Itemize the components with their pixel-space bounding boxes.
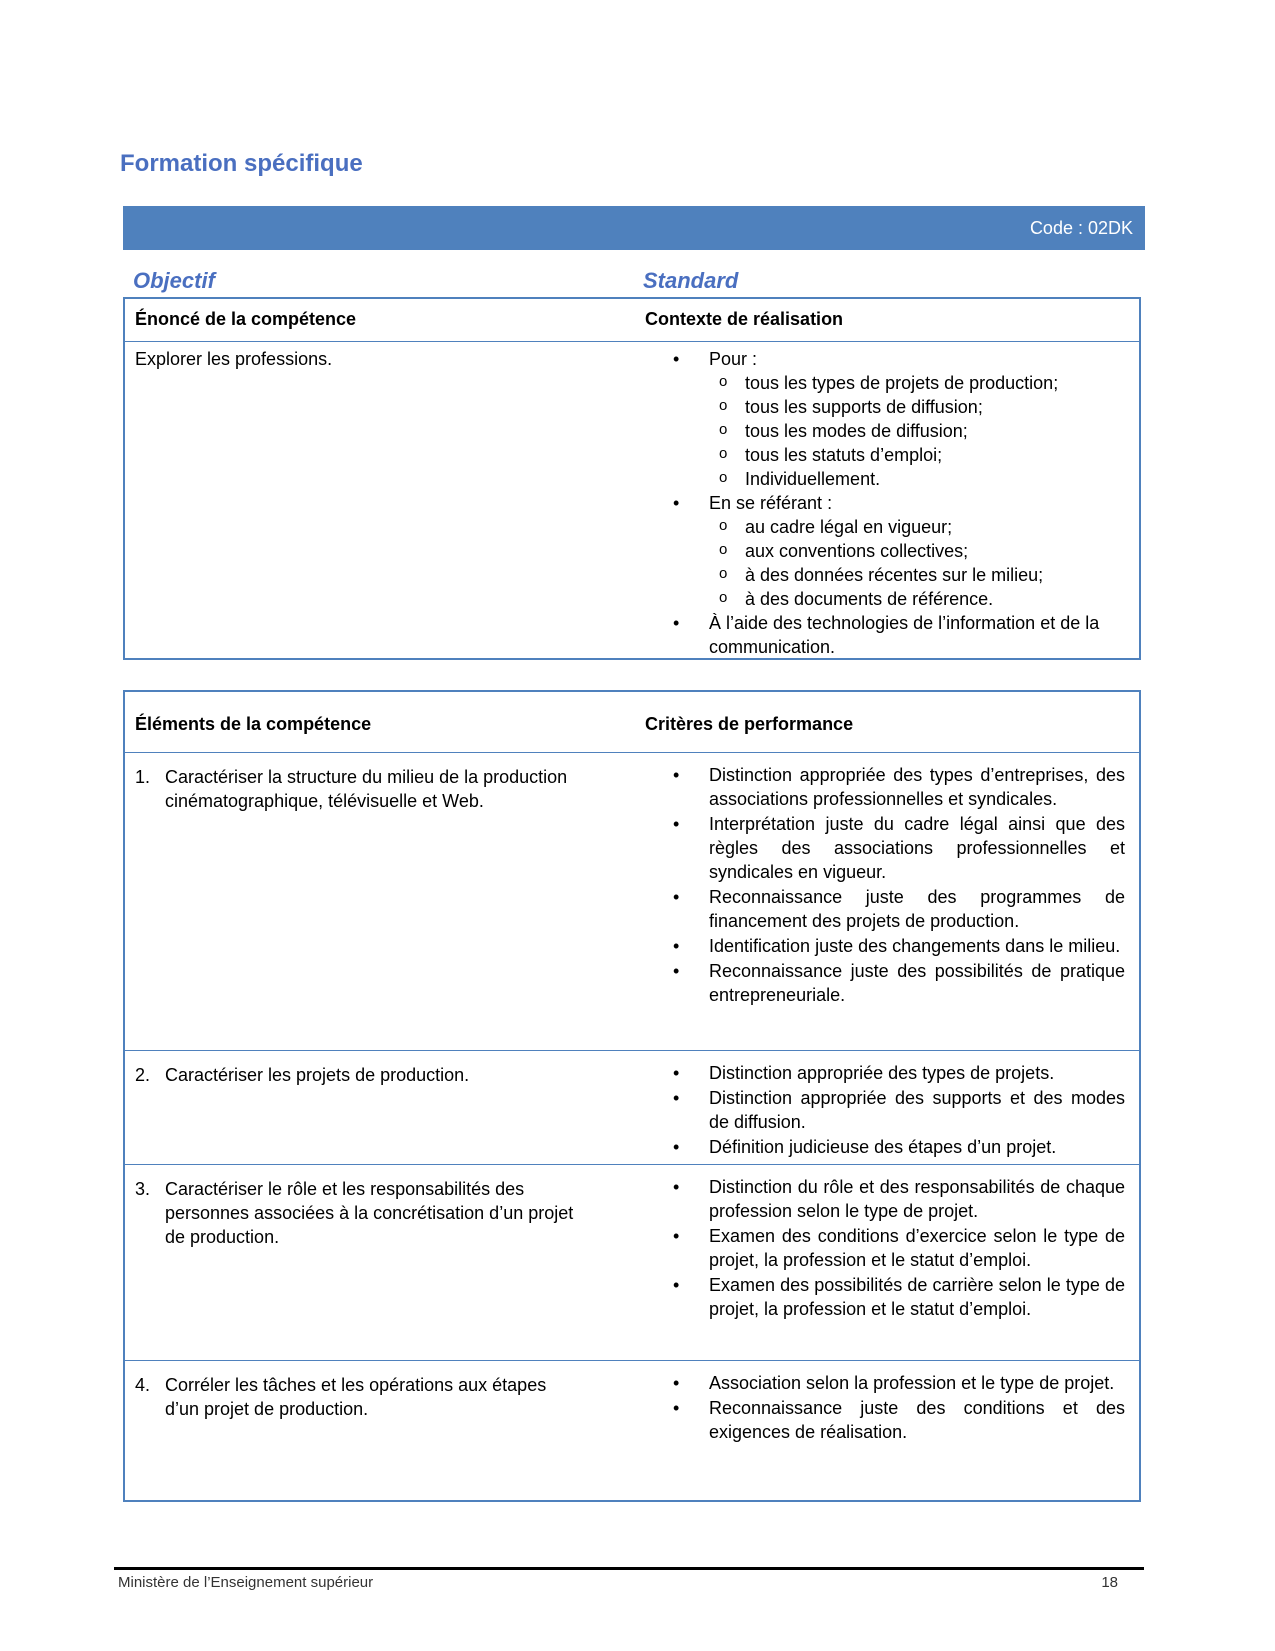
criterion-item: • Association selon la profession et le type de projet. — [673, 1371, 1125, 1395]
statement-table — [123, 297, 1141, 660]
competency-statement: Explorer les professions. — [135, 349, 333, 369]
criterion-item: • Distinction appropriée des types de projets. — [673, 1061, 1125, 1085]
context-subitem: o aux conventions collectives; — [709, 539, 1113, 563]
context-list — [673, 347, 1113, 659]
criterion-item: • Identification juste des changements dans le milieu. — [673, 934, 1125, 958]
element-number: 3. — [135, 1179, 151, 1199]
context-sublist — [709, 371, 1113, 491]
elements-rows — [125, 753, 1139, 1493]
context-item-text: Pour : — [709, 349, 758, 369]
statement-column-header: Énoncé de la compétence — [135, 309, 357, 329]
context-subitem: o au cadre légal en vigueur; — [709, 515, 1113, 539]
criterion-item: • Distinction du rôle et des responsabilités de chaque profession selon le type de projet. — [673, 1175, 1125, 1223]
elements-column-header: Éléments de la compétence — [135, 714, 372, 734]
element-text: Corréler les tâches et les opérations aux étapes d’un projet de production. — [165, 1375, 547, 1419]
context-item-text: À l’aide des technologies de l’information et de la communication. — [709, 613, 1100, 657]
element-text: Caractériser les projets de production. — [165, 1065, 470, 1085]
objectif-header: Objectif — [133, 268, 215, 293]
element-text: Caractériser la structure du milieu de la production cinématographique, télévisuelle et Web. — [165, 767, 568, 811]
table-row — [125, 1361, 1139, 1493]
criterion-item: • Reconnaissance juste des programmes de financement des projets de production. — [673, 885, 1125, 933]
context-subitem: o tous les statuts d’emploi; — [709, 443, 1113, 467]
context-subitem: o Individuellement. — [709, 467, 1113, 491]
criteria-list — [673, 1371, 1125, 1445]
element-number: 2. — [135, 1065, 151, 1085]
context-item — [673, 491, 1113, 611]
criteria-list — [673, 1061, 1125, 1160]
footer-ministry: Ministère de l’Enseignement supérieur — [118, 1574, 374, 1591]
standard-header: Standard — [643, 268, 739, 293]
elements-table-header — [125, 692, 1139, 753]
competency-code: Code : 02DK — [1029, 218, 1133, 238]
criteria-list — [673, 1175, 1125, 1322]
context-subitem: o tous les supports de diffusion; — [709, 395, 1113, 419]
context-subitem: o à des documents de référence. — [709, 587, 1113, 611]
competency-element — [135, 1373, 585, 1421]
competency-element — [135, 1177, 585, 1249]
criterion-item: • Interprétation juste du cadre légal ainsi que des règles des associations professionnelles et syndicales en vigueur. — [673, 812, 1125, 884]
criterion-item: • Reconnaissance juste des possibilités de pratique entrepreneuriale. — [673, 959, 1125, 1007]
context-item — [673, 611, 1113, 659]
footer — [118, 1574, 1118, 1591]
context-sublist — [709, 515, 1113, 611]
table-row — [125, 753, 1139, 1051]
section-headers — [133, 268, 1143, 296]
context-subitem: o tous les modes de diffusion; — [709, 419, 1113, 443]
context-item — [673, 347, 1113, 491]
criterion-item: • Définition judicieuse des étapes d’un projet. — [673, 1135, 1125, 1159]
element-number: 1. — [135, 767, 151, 787]
page-title: Formation spécifique — [120, 150, 363, 177]
table-row — [125, 1051, 1139, 1165]
statement-table-header — [125, 299, 1139, 342]
code-band — [123, 206, 1145, 250]
context-subitem: o à des données récentes sur le milieu; — [709, 563, 1113, 587]
criterion-item: • Reconnaissance juste des conditions et des exigences de réalisation. — [673, 1396, 1125, 1444]
context-item-text: En se référant : — [709, 493, 833, 513]
footer-divider — [114, 1567, 1144, 1570]
criterion-item: • Examen des possibilités de carrière selon le type de projet, la profession et le statut d’emploi. — [673, 1273, 1125, 1321]
criteria-list — [673, 763, 1125, 1008]
criterion-item: • Distinction appropriée des supports et des modes de diffusion. — [673, 1086, 1125, 1134]
table-row — [125, 1165, 1139, 1361]
page-number: 18 — [1101, 1574, 1118, 1591]
competency-element — [135, 765, 585, 813]
criterion-item: • Distinction appropriée des types d’entreprises, des associations professionnelles et syndicales. — [673, 763, 1125, 811]
competency-element — [135, 1063, 585, 1087]
context-subitem: o tous les types de projets de production; — [709, 371, 1113, 395]
elements-table — [123, 690, 1141, 1502]
criteria-column-header: Critères de performance — [645, 714, 854, 734]
element-text: Caractériser le rôle et les responsabilités des personnes associées à la concrétisation d’un projet de production. — [165, 1179, 574, 1247]
criterion-item: • Examen des conditions d’exercice selon le type de projet, la profession et le statut d’emploi. — [673, 1224, 1125, 1272]
context-column-header: Contexte de réalisation — [645, 309, 844, 329]
element-number: 4. — [135, 1375, 151, 1395]
